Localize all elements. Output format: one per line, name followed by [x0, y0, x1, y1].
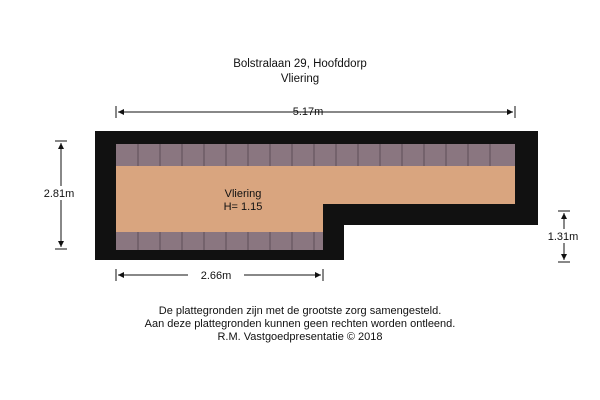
dimension-top-width-label: 5.17m — [292, 106, 324, 118]
room-label: Vliering — [224, 188, 262, 200]
disclaimer-line-2: Aan deze plattegronden kunnen geen rechten worden ontleend. — [144, 318, 456, 330]
address-title: Bolstralaan 29, Hoofddorp — [233, 58, 367, 70]
dimension-left-height-label: 2.81m — [43, 188, 75, 200]
dimension-bottom-width-label: 2.66m — [200, 270, 232, 282]
wall-notch — [344, 225, 538, 262]
room-height-label: H= 1.15 — [223, 201, 263, 213]
dimension-right-height-label: 1.31m — [547, 231, 579, 243]
floor-title: Vliering — [280, 73, 320, 85]
floor-right-top — [116, 166, 515, 204]
disclaimer-line-1: De plattegronden zijn met de grootste zorg samengesteld. — [158, 305, 442, 317]
roof-slope-top-restore — [116, 144, 515, 166]
copyright-line: R.M. Vastgoedpresentatie © 2018 — [217, 331, 383, 343]
